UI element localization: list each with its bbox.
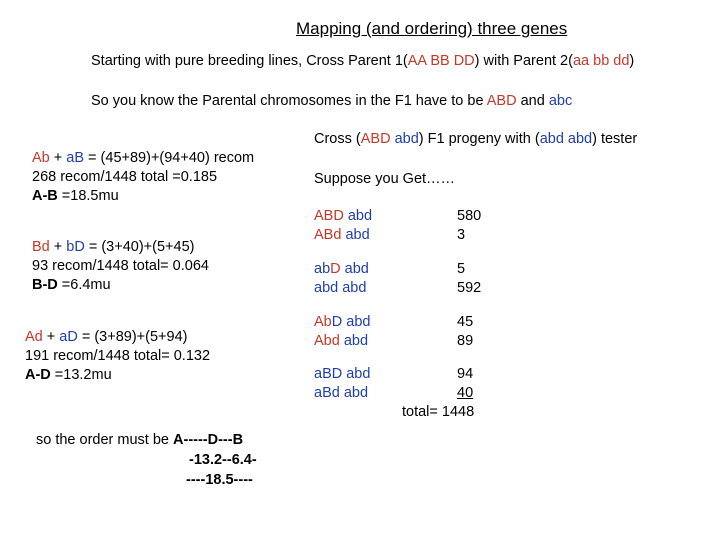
bd-calc-line-2: 93 recom/1448 total= 0.064: [32, 258, 209, 274]
progeny-count: 45: [457, 314, 474, 330]
progeny-genotype: aBD: [314, 366, 343, 382]
page-title: Mapping (and ordering) three genes: [296, 19, 568, 38]
ab-result-label: A-B: [32, 188, 58, 204]
cross-mid: ) F1 progeny with (: [418, 131, 540, 147]
progeny-count: 592: [457, 280, 482, 296]
progeny-genotype: ABD: [314, 208, 344, 224]
progeny-count: 580: [457, 208, 482, 224]
ab-result: [32, 187, 119, 206]
intro-line-1-suffix: ): [629, 53, 635, 69]
ad-plus: +: [42, 329, 60, 345]
tester-genotype: abd: [340, 261, 369, 277]
ad-recomb-1: Ad: [25, 329, 43, 345]
tester-genotype: abd: [341, 227, 370, 243]
ab-recomb-2: aB: [66, 150, 85, 166]
progeny-genotype-recomb: D: [331, 314, 343, 330]
progeny-count: 94: [457, 366, 474, 382]
ad-result-label: A-D: [25, 367, 51, 383]
progeny-count: 40: [457, 385, 474, 401]
tester-genotype: abd: [338, 280, 367, 296]
suppose-label: Suppose you Get……: [314, 171, 456, 187]
progeny-row: [314, 365, 370, 384]
bd-sum: = (3+40)+(5+45): [84, 239, 195, 255]
cross-f1-chrom-2: abd: [390, 131, 419, 147]
progeny-genotype: ab: [314, 261, 331, 277]
progeny-genotype: ABd: [314, 227, 342, 243]
parental-chromosome-1: ABD: [486, 93, 517, 109]
intro-line-2: [91, 92, 572, 111]
cross-f1-chrom-1: ABD: [360, 131, 391, 147]
bd-result: [32, 276, 111, 295]
progeny-count: 89: [457, 333, 474, 349]
ab-result-value: =18.5mu: [57, 188, 119, 204]
intro-line-1-mid: ) with Parent 2(: [474, 53, 573, 69]
intro-line-2-prefix: So you know the Parental chromosomes in the F1 have to be: [91, 93, 487, 109]
bd-recomb-2: bD: [66, 239, 85, 255]
bd-recomb-1: Bd: [32, 239, 50, 255]
progeny-row: [314, 384, 368, 403]
progeny-row: [314, 332, 368, 351]
ab-plus: +: [49, 150, 67, 166]
bd-result-value: =6.4mu: [57, 277, 111, 293]
ad-calc-line-1: [25, 328, 187, 347]
parent-2-genotype: aa bb dd: [572, 53, 630, 69]
parent-1-genotype: AA BB DD: [407, 53, 475, 69]
progeny-row: [314, 260, 369, 279]
progeny-total: total= 1448: [402, 404, 475, 420]
gene-order-total-distance: ----18.5----: [186, 472, 253, 488]
tester-genotype: abd: [339, 385, 369, 401]
tester-genotype: abd: [339, 333, 369, 349]
cross-prefix: Cross (: [314, 131, 361, 147]
ad-recomb-2: aD: [59, 329, 78, 345]
progeny-genotype: abd: [314, 280, 339, 296]
ab-calc-line-1: [32, 149, 254, 168]
parental-chromosome-2: abc: [548, 93, 573, 109]
progeny-genotype-recomb: D: [330, 261, 341, 277]
cross-description: [314, 130, 637, 149]
progeny-count: 3: [457, 227, 466, 243]
bd-calc-line-1: [32, 238, 194, 257]
ad-result-value: =13.2mu: [50, 367, 112, 383]
bd-result-label: B-D: [32, 277, 58, 293]
cross-tester: abd abd: [539, 131, 593, 147]
ad-calc-line-2: 191 recom/1448 total= 0.132: [25, 348, 211, 364]
progeny-row: [314, 226, 370, 245]
ab-calc-line-2: 268 recom/1448 total =0.185: [32, 169, 218, 185]
gene-order-distances: -13.2--6.4-: [189, 452, 257, 468]
ab-sum: = (45+89)+(94+40) recom: [84, 150, 255, 166]
ad-result: [25, 366, 112, 385]
progeny-genotype: Ab: [314, 314, 332, 330]
gene-order-line-1: [36, 431, 243, 450]
progeny-genotype: Abd: [314, 333, 340, 349]
progeny-row: [314, 279, 366, 298]
bd-plus: +: [49, 239, 67, 255]
ad-sum: = (3+89)+(5+94): [77, 329, 188, 345]
gene-order: A-----D---B: [173, 432, 244, 448]
ab-recomb-1: Ab: [32, 150, 50, 166]
intro-line-1: [91, 52, 634, 71]
progeny-row: [314, 207, 372, 226]
gene-order-prefix: so the order must be: [36, 432, 174, 448]
progeny-row: [314, 313, 370, 332]
progeny-count: 5: [457, 261, 466, 277]
tester-genotype: abd: [343, 208, 373, 224]
intro-line-2-and: and: [516, 93, 549, 109]
tester-genotype: abd: [342, 366, 371, 382]
cross-suffix: ) tester: [592, 131, 638, 147]
intro-line-1-prefix: Starting with pure breeding lines, Cross Parent 1(: [91, 53, 408, 69]
progeny-genotype: aBd: [314, 385, 340, 401]
tester-genotype: abd: [342, 314, 371, 330]
